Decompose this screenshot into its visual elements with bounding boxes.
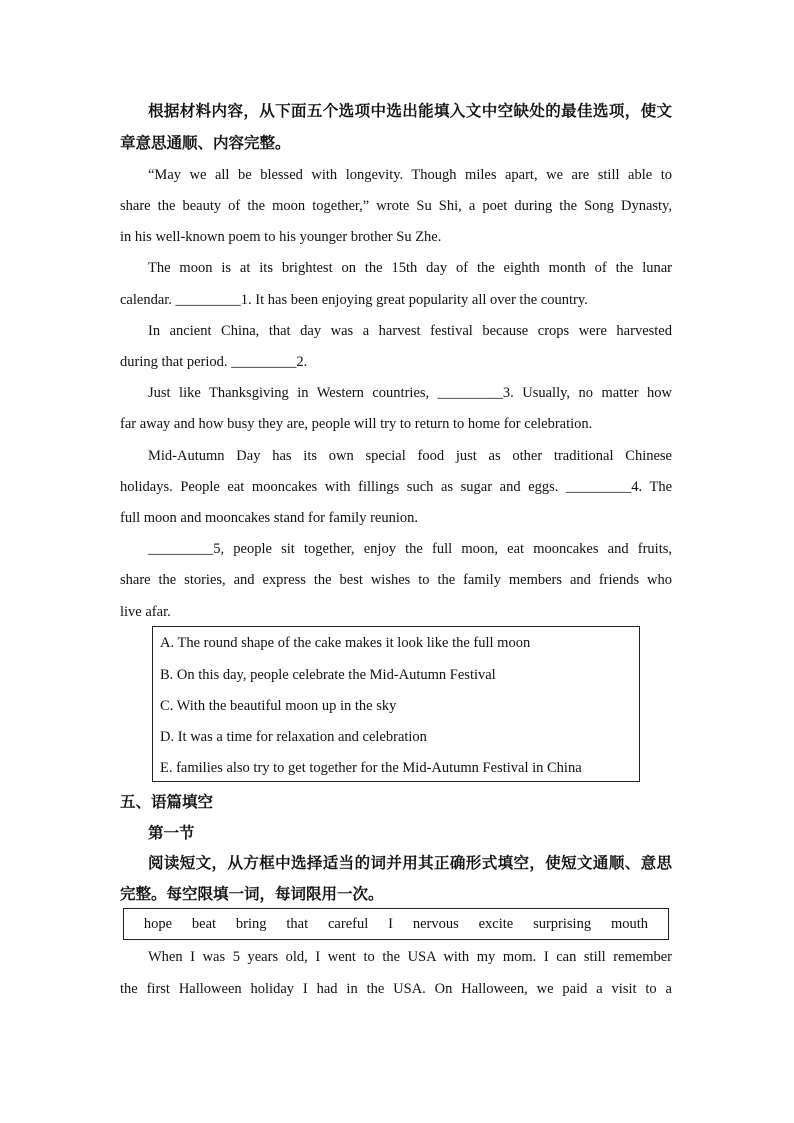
passage-line: In ancient China, that day was a harvest festival because crops were harvested: [148, 323, 672, 339]
passage2-line: When I was 5 years old, I went to the USA with my mom. I can still remember: [148, 949, 672, 965]
option-a: A. The round shape of the cake makes it look like the full moon: [160, 635, 531, 651]
instruction-line-2: 章意思通顺、内容完整。: [120, 134, 291, 152]
passage2-line: the first Halloween holiday I had in the USA. On Halloween, we paid a visit to a: [120, 981, 672, 997]
passage-line: in his well-known poem to his younger brother Su Zhe.: [120, 229, 442, 245]
options-box: [152, 626, 640, 782]
passage-line: far away and how busy they are, people will try to return to home for celebration.: [120, 416, 593, 432]
passage-line: holidays. People eat mooncakes with fillings such as sugar and eggs. _________4. The: [120, 479, 672, 495]
word-bank-item: surprising: [533, 915, 592, 932]
section-instruction-line-1: 阅读短文，从方框中选择适当的词并用其正确形式填空，使短文通顺、意思: [148, 854, 672, 872]
word-bank-item: that: [286, 915, 309, 932]
section-instruction-line-2: 完整。每空限填一词，每词限用一次。: [120, 885, 384, 903]
option-d: D. It was a time for relaxation and celebration: [160, 729, 427, 745]
word-bank-item: mouth: [610, 915, 648, 932]
passage-line: “May we all be blessed with longevity. Though miles apart, we are still able to: [148, 167, 672, 183]
passage-line: calendar. _________1. It has been enjoying great popularity all over the country.: [120, 292, 588, 308]
passage-line: during that period. _________2.: [120, 354, 308, 370]
word-bank-item: beat: [191, 915, 217, 932]
word-bank-item: bring: [235, 915, 267, 932]
word-bank-item: hope: [143, 915, 173, 932]
passage-line: The moon is at its brightest on the 15th day of the eighth month of the lunar: [148, 260, 672, 276]
passage-line: share the beauty of the moon together,” wrote Su Shi, a poet during the Song Dynasty,: [120, 198, 672, 214]
word-bank-item: careful: [328, 915, 369, 932]
passage-line: Just like Thanksgiving in Western countries, _________3. Usually, no matter how: [148, 385, 672, 401]
passage-line: Mid-Autumn Day has its own special food just as other traditional Chinese: [148, 448, 672, 464]
passage-line: _________5, people sit together, enjoy the full moon, eat mooncakes and fruits,: [148, 541, 672, 557]
option-c: C. With the beautiful moon up in the sky: [160, 698, 397, 714]
word-bank-box: [123, 908, 669, 940]
passage-line: full moon and mooncakes stand for family reunion.: [120, 510, 418, 526]
option-b: B. On this day, people celebrate the Mid-Autumn Festival: [160, 667, 496, 683]
section-title: 五、语篇填空: [120, 793, 214, 811]
word-bank-item: I: [388, 915, 393, 932]
option-e: E. families also try to get together for the Mid-Autumn Festival in China: [160, 760, 582, 776]
instruction-line-1: 根据材料内容，从下面五个选项中选出能填入文中空缺处的最佳选项，使文: [148, 102, 672, 120]
passage-line: share the stories, and express the best wishes to the family members and friends who: [120, 572, 672, 588]
section-subtitle: 第一节: [148, 824, 195, 842]
word-bank-item: excite: [478, 915, 514, 932]
passage-line: live afar.: [120, 604, 171, 620]
word-bank-item: nervous: [412, 915, 459, 932]
